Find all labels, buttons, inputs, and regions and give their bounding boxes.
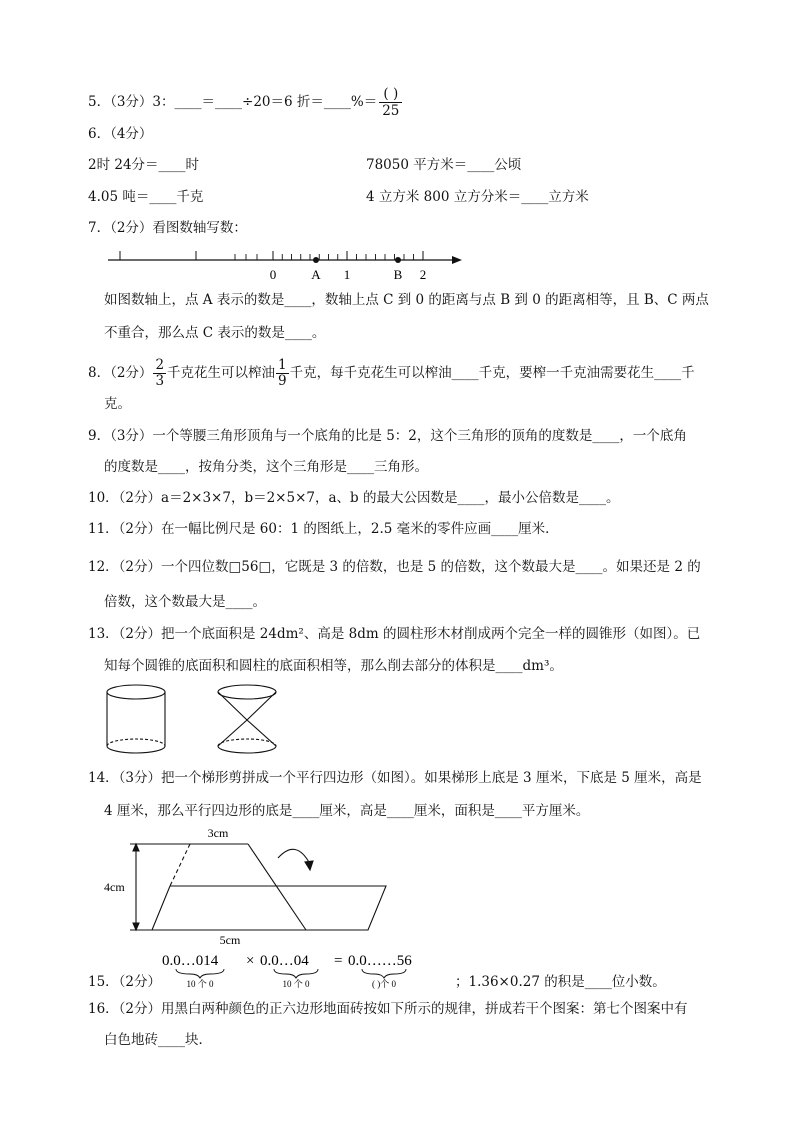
q16-line-1: 16．（2分）用黑白两种颜色的正六边形地面砖按如下所示的规律，拼成若干个图案：第七个图案中有	[88, 1001, 688, 1017]
q8-frac1-den: 3	[155, 373, 165, 389]
q6-header: 6．（4分）	[88, 126, 153, 142]
axis-label-1: 1	[343, 267, 351, 282]
q12-line-1: 12．（2分）一个四位数□56□，它既是 3 的倍数，也是 5 的倍数，这个数最大是____。如果还是 2 的	[88, 559, 701, 575]
question-8	[88, 358, 695, 389]
q8-frac2-den: 9	[278, 373, 287, 389]
point-a-dot	[313, 257, 319, 263]
q14-line-1: 14．（3分）把一个梯形剪拼成一个平行四边形（如图）。如果梯形上底是 3 厘米，下底是 5 厘米，高是	[88, 770, 702, 786]
q16-line-2: 白色地砖____块．	[104, 1032, 212, 1048]
number-line-arrow	[452, 256, 462, 264]
q15-brace-b-label: 10 个 0	[282, 979, 310, 989]
q15-prefix: 15．（2分）	[88, 974, 162, 990]
label-4cm: 4cm	[104, 880, 125, 894]
q13-line-1: 13．（2分）把一个底面积是 24dm²、高是 8dm 的圆柱形木材削成两个完全一样的圆锥形（如图）。已	[88, 626, 701, 642]
label-5cm: 5cm	[219, 933, 241, 947]
double-cone-shape	[218, 685, 276, 753]
parallelogram-shape	[152, 886, 386, 930]
axis-label-b: B	[393, 267, 403, 282]
trapezoid-left-leg	[170, 844, 190, 886]
axis-label-a: A	[311, 267, 321, 282]
axis-label-0: 0	[269, 267, 277, 282]
q8-frac2-num: 1	[278, 357, 287, 373]
q8-fraction-1	[153, 358, 166, 389]
q15-term-c: 0.0……56	[348, 953, 412, 969]
q11-line-1: 11．（2分）在一幅比例尺是 60：1 的图纸上，2.5 毫米的零件应画____厘米．	[88, 521, 559, 537]
q9-line-1: 9．（3分）一个等腰三角形顶角与一个底角的比是 5：2，这个三角形的顶角的度数是____，一个底角	[88, 428, 687, 444]
q5-frac-num: ( )	[379, 86, 402, 103]
q15-tail: ；1.36×0.27 的积是____位小数。	[455, 974, 666, 990]
q9-line-2: 的度数是____，按角分类，这个三角形是____三角形。	[104, 459, 428, 475]
q8-line-2: 克。	[104, 396, 131, 412]
q15-term-a: 0.0…014	[162, 953, 219, 969]
q15-brace-a-label: 10 个 0	[186, 979, 214, 989]
axis-label-2: 2	[419, 267, 427, 282]
q15-equation-figure	[160, 949, 450, 991]
number-line-figure	[100, 244, 470, 284]
q13-line-2: 知每个圆锥的底面积和圆柱的底面积相等，那么削去部分的体积是____dm³。	[104, 658, 563, 674]
q8-fraction-2	[276, 358, 289, 389]
q8-prefix: 8．（2分）	[88, 365, 153, 381]
q8-frac1-num: 2	[155, 357, 165, 373]
q15-times: ×	[246, 953, 255, 969]
q6-item-d: 4 立方米 800 立方分米＝____立方米	[366, 189, 589, 205]
q8-mid-1: 千克花生可以榨油	[167, 365, 276, 381]
q15-term-b: 0.0…04	[260, 953, 309, 969]
q15-equals: =	[334, 953, 343, 969]
q5-fraction	[379, 86, 402, 119]
q6-item-c: 4.05 吨＝____千克	[88, 189, 204, 205]
trapezoid-right-leg	[248, 844, 306, 930]
q7-line-2: 不重合，那么点 C 表示的数是____。	[104, 325, 326, 341]
q7-line-1: 如图数轴上，点 A 表示的数是____，数轴上点 C 到 0 的距离与点 B 到 0 的距离相等，且 B、C 两点	[104, 292, 709, 308]
q8-mid-2: 千克，每千克花生可以榨油____千克，要榨一千克油需要花生____千	[289, 365, 695, 381]
q15-brace-a	[176, 969, 224, 978]
q7-header: 7．（2分）看图数轴写数：	[88, 220, 247, 236]
cylinder-shape	[107, 685, 165, 753]
q15-brace-b	[274, 969, 318, 978]
q15-brace-c	[362, 969, 406, 978]
q6-item-a: 2时 24分＝____时	[88, 157, 200, 173]
trapezoid-parallelogram-figure	[100, 824, 400, 949]
q6-item-b: 78050 平方米＝____公顷	[366, 157, 522, 173]
q5-frac-den: 25	[382, 103, 400, 119]
q12-line-2: 倍数，这个数最大是____。	[104, 594, 266, 610]
q5-text: 5．（3分）3：____＝____÷20＝6 折＝____%＝	[88, 94, 378, 110]
question-5	[88, 86, 402, 119]
q15-brace-c-label: ( )个 0	[372, 979, 396, 989]
label-3cm: 3cm	[207, 826, 229, 840]
number-line-ticks	[120, 251, 423, 260]
cylinder-cone-figure	[100, 680, 280, 760]
q10-line-1: 10．（2分）a＝2×3×7，b＝2×5×7，a、b 的最大公因数是____，最小公倍数是____。	[88, 490, 620, 506]
q14-line-2: 4 厘米，那么平行四边形的底是____厘米，高是____厘米，面积是____平方厘米。	[104, 803, 590, 819]
point-b-dot	[395, 257, 401, 263]
